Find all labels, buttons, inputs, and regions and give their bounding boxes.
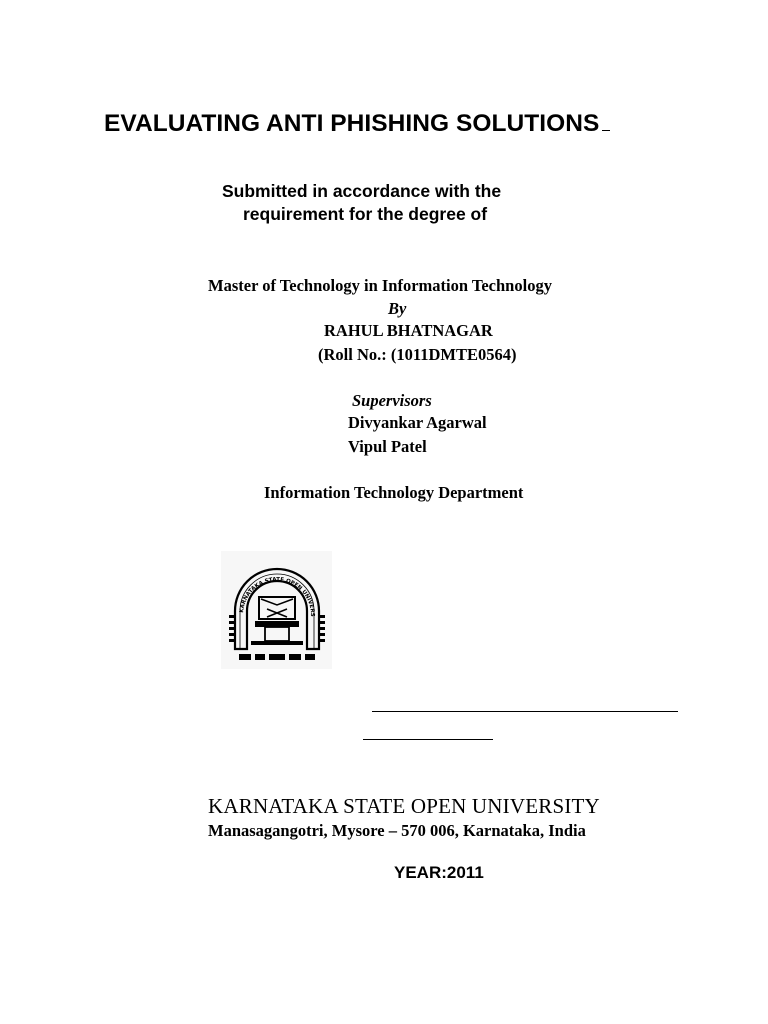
supervisor-name: Vipul Patel — [348, 437, 427, 456]
submitted-line-2: requirement for the degree of — [243, 204, 488, 224]
department-name: Information Technology Department — [264, 483, 524, 502]
by-label: By — [388, 299, 407, 318]
supervisor-name: Divyankar Agarwal — [348, 413, 487, 432]
submission-year: YEAR:2011 — [394, 863, 484, 882]
university-name: KARNATAKA STATE OPEN UNIVERSITY — [208, 794, 600, 818]
seal-text: KARNATAKA STATE OPEN UNIVERS — [239, 576, 316, 617]
signature-line — [363, 739, 493, 740]
degree-name: Master of Technology in Information Technology — [208, 276, 552, 295]
university-logo — [221, 551, 332, 669]
submitted-line-1: Submitted in accordance with the — [222, 181, 502, 201]
university-seal-icon — [221, 551, 332, 669]
title-underline — [602, 128, 610, 131]
signature-line — [372, 711, 678, 712]
roll-number: (Roll No.: (1011DMTE0564) — [318, 345, 517, 364]
supervisors-label: Supervisors — [352, 391, 432, 410]
university-address: Manasagangotri, Mysore – 570 006, Karnataka, India — [208, 821, 586, 840]
author-name: RAHUL BHATNAGAR — [324, 321, 493, 340]
document-title: EVALUATING ANTI PHISHING SOLUTIONS — [104, 110, 610, 138]
